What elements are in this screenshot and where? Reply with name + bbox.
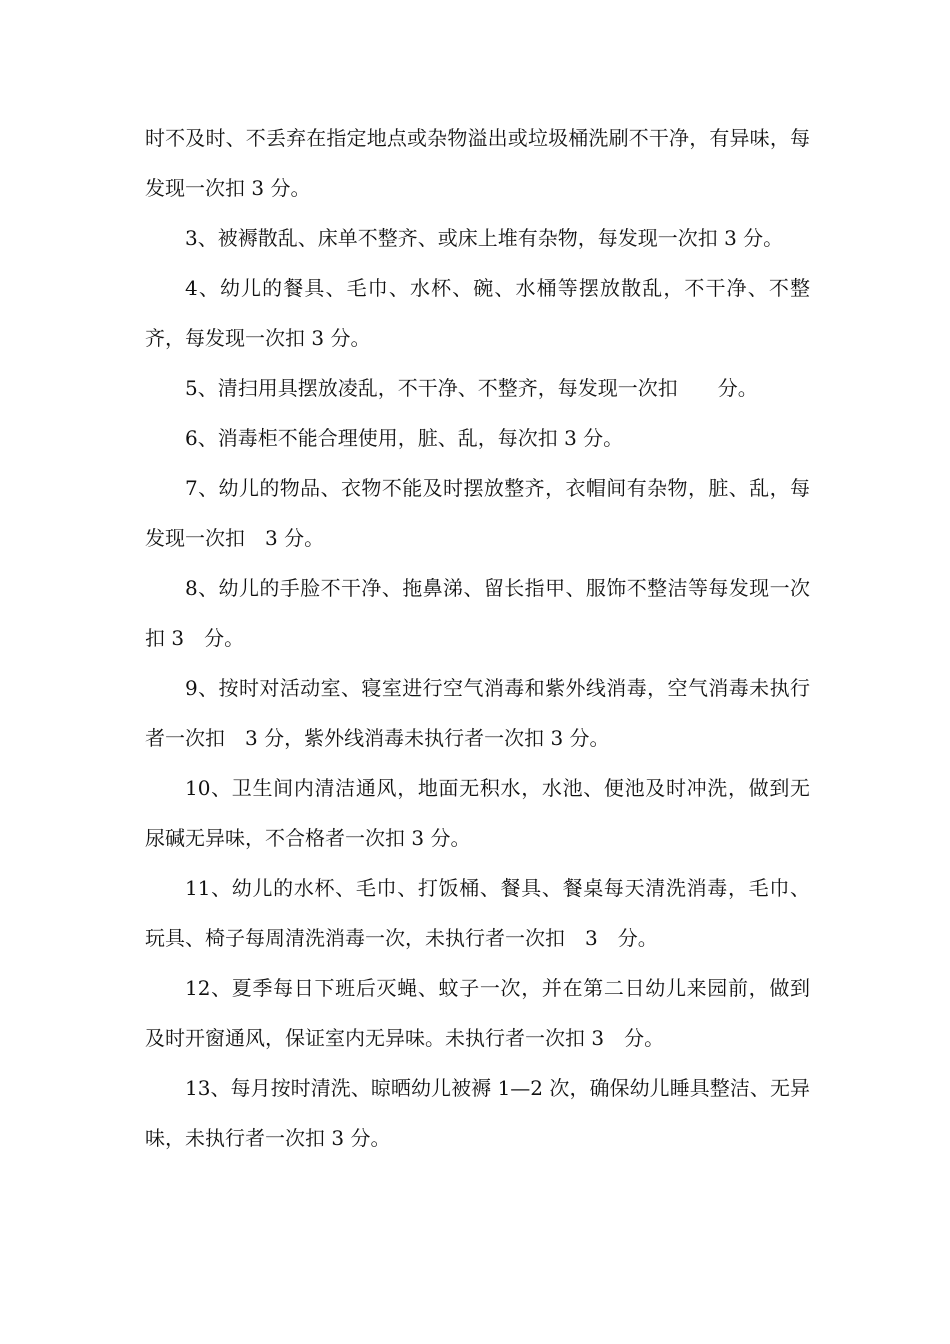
paragraph-item-8: 8、幼儿的手脸不干净、拖鼻涕、留长指甲、服饰不整洁等每发现一次扣 3 分。 (145, 576, 810, 650)
paragraph-item-11: 11、幼儿的水杯、毛巾、打饭桶、餐具、餐桌每天清洗消毒，毛巾、玩具、椅子每周清洗消毒一次，未执行者一次扣 3 分。 (145, 876, 810, 950)
paragraph-item-9: 9、按时对活动室、寝室进行空气消毒和紫外线消毒，空气消毒未执行者一次扣 3 分，紫外线消毒未执行者一次扣 3 分。 (145, 676, 810, 750)
paragraph-continuation: 时不及时、不丢弃在指定地点或杂物溢出或垃圾桶洗刷不干净，有异味，每发现一次扣 3 分。 (145, 126, 810, 200)
paragraph-item-7: 7、幼儿的物品、衣物不能及时摆放整齐，衣帽间有杂物，脏、乱，每发现一次扣 3 分。 (145, 476, 810, 550)
paragraph-item-13: 13、每月按时清洗、晾晒幼儿被褥 1—2 次，确保幼儿睡具整洁、无异味，未执行者一次扣 3 分。 (145, 1076, 810, 1150)
paragraph-item-12: 12、夏季每日下班后灭蝇、蚊子一次，并在第二日幼儿来园前，做到及时开窗通风，保证室内无异味。未执行者一次扣 3 分。 (145, 976, 810, 1050)
paragraph-item-3: 3、被褥散乱、床单不整齐、或床上堆有杂物，每发现一次扣 3 分。 (185, 226, 784, 250)
paragraph-item-5: 5、清扫用具摆放凌乱，不干净、不整齐，每发现一次扣 分。 (185, 376, 758, 400)
paragraph-item-6: 6、消毒柜不能合理使用，脏、乱，每次扣 3 分。 (185, 426, 624, 450)
document-body (145, 113, 810, 1163)
paragraph-item-10: 10、卫生间内清洁通风，地面无积水，水池、便池及时冲洗，做到无尿碱无异味，不合格者一次扣 3 分。 (145, 776, 810, 850)
paragraph-item-4: 4、幼儿的餐具、毛巾、水杯、碗、水桶等摆放散乱，不干净、不整齐，每发现一次扣 3 分。 (145, 276, 810, 350)
